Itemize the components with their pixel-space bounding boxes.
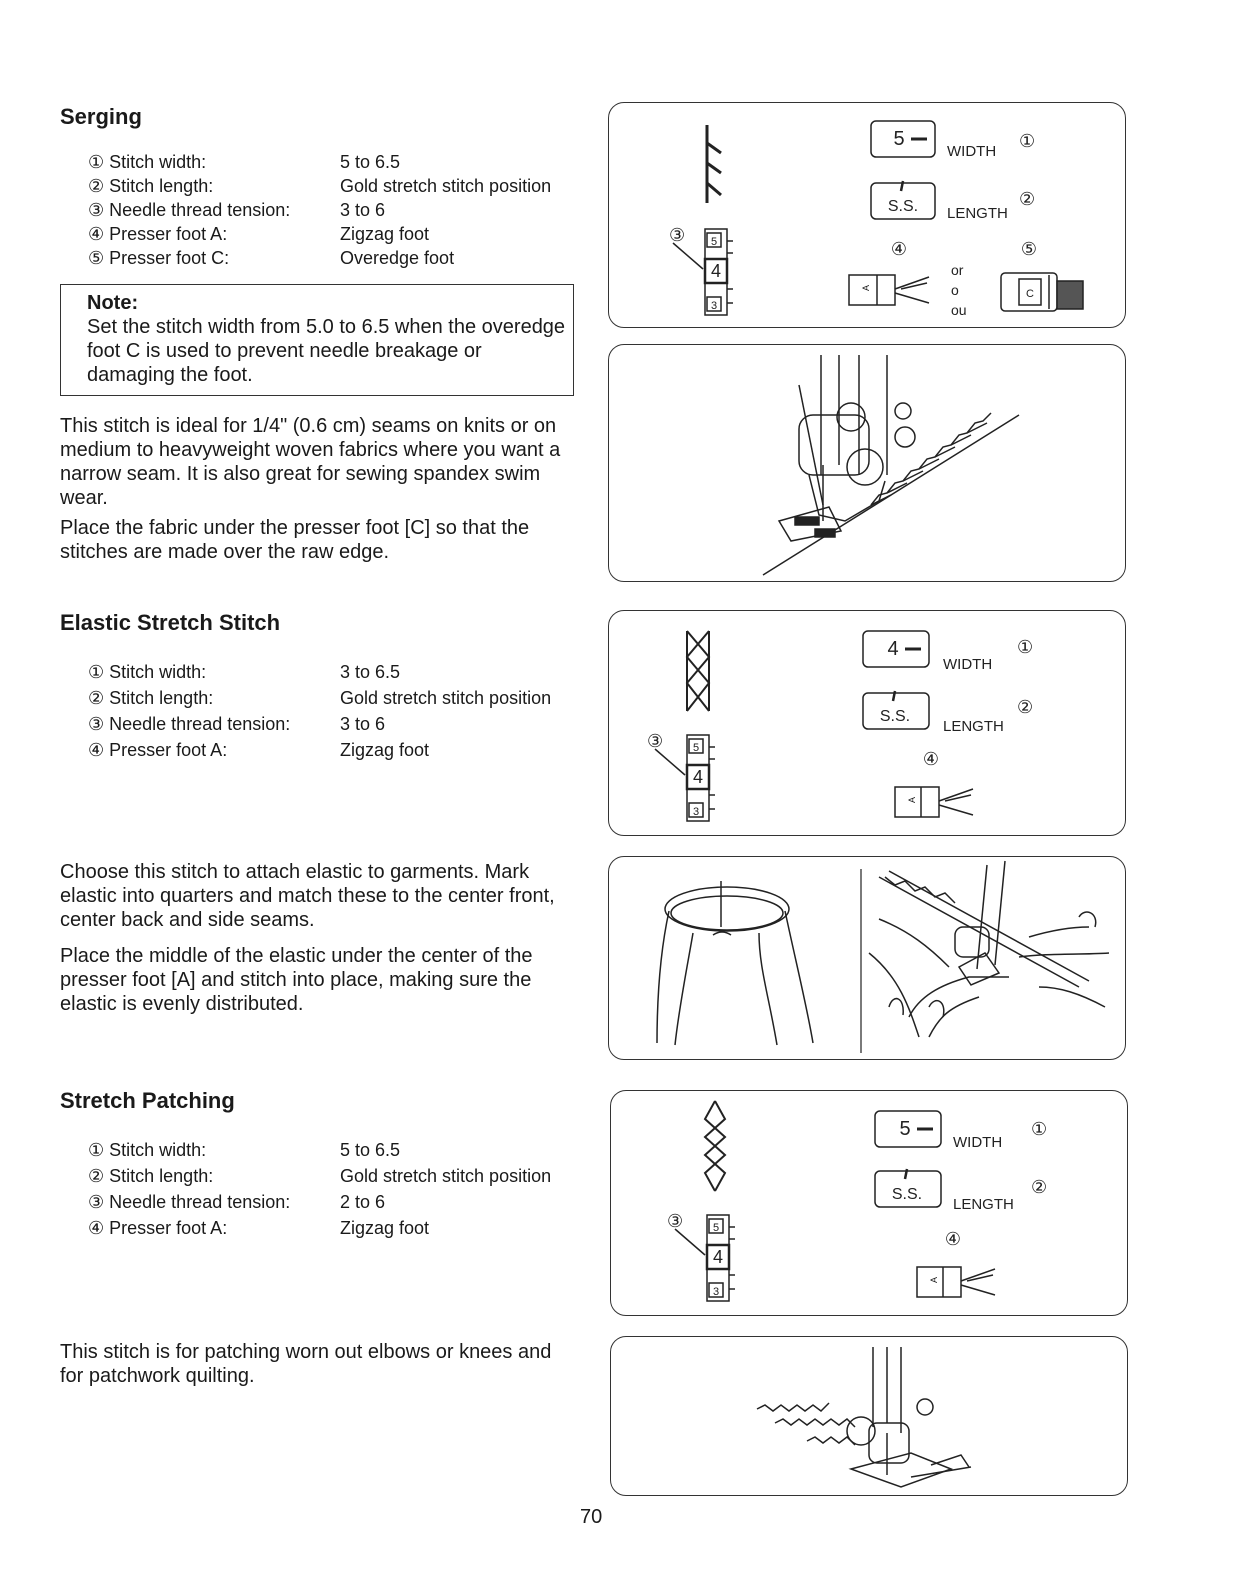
setting-value: Gold stretch stitch position: [340, 1166, 552, 1186]
patching-title: Stretch Patching: [60, 1088, 235, 1113]
setting-value: 2 to 6: [340, 1192, 386, 1212]
patching-illustration: [610, 1336, 1128, 1496]
width-value: 5: [899, 1118, 911, 1140]
setting-row: [88, 686, 551, 712]
hands-sewing-elastic-icon: [869, 861, 1109, 1037]
setting-row: [88, 246, 551, 270]
serging-paragraph-2: Place the fabric under the presser foot [C] so that the stitches are made over the raw edge.: [60, 517, 530, 563]
patching-settings: [88, 1138, 551, 1242]
elastic-stitch-pattern-icon: [687, 631, 709, 711]
setting-value: 3 to 6: [340, 200, 386, 220]
width-value: 5: [893, 128, 905, 150]
setting-value: Overedge foot: [340, 248, 455, 268]
tension-dial-icon: [655, 735, 715, 821]
serging-settings: [88, 150, 551, 270]
marker-3: ③: [669, 225, 686, 245]
width-label: WIDTH: [947, 143, 997, 160]
setting-value: 3 to 6.5: [340, 662, 401, 682]
presser-foot-c-icon: [1001, 273, 1083, 311]
elastic-illustration: [608, 856, 1126, 1060]
elastic-title: Elastic Stretch Stitch: [60, 610, 281, 635]
serging-stitch-pattern-icon: [707, 125, 721, 203]
setting-value: 5 to 6.5: [340, 152, 401, 172]
length-label: LENGTH: [953, 1196, 1014, 1213]
marker-1: ①: [1031, 1119, 1048, 1139]
serging-title: Serging: [60, 104, 142, 129]
length-value: S.S.: [887, 198, 919, 215]
marker-4: ④: [944, 1229, 962, 1249]
elastic-settings: [88, 660, 551, 764]
marker-2: ②: [1019, 189, 1036, 209]
setting-row: [88, 712, 551, 738]
sewing-machine-needle-icon: [799, 355, 915, 521]
foot-a-letter: A: [929, 1276, 939, 1283]
marker-3: ③: [667, 1211, 684, 1231]
sewing-machine-needle-icon: [847, 1347, 951, 1487]
marker-3: ③: [647, 731, 664, 751]
setting-value: Zigzag foot: [340, 224, 430, 244]
setting-value: 5 to 6.5: [340, 1140, 401, 1160]
elastic-settings-diagram: [608, 610, 1126, 836]
setting-value: Gold stretch stitch position: [340, 688, 552, 708]
setting-row: [88, 198, 551, 222]
patching-paragraph-1: This stitch is for patching worn out elbows or knees and for patchwork quilting.: [60, 1341, 552, 1387]
tension-number: 3: [712, 1286, 720, 1298]
length-value: S.S.: [879, 708, 911, 725]
width-label: WIDTH: [953, 1134, 1003, 1151]
elastic-paragraph-2: Place the middle of the elastic under the center of the presser foot [A] and stitch into place, making sure the elastic is evenly distributed.: [60, 945, 533, 1015]
setting-row: [88, 1190, 551, 1216]
setting-label: ④ Presser foot A:: [88, 740, 228, 760]
note-title: Note:: [87, 292, 139, 314]
length-value: S.S.: [891, 1186, 923, 1203]
tension-number: 5: [710, 236, 718, 248]
presser-foot-c-icon: [779, 507, 841, 541]
serging-settings-diagram: [608, 102, 1126, 328]
foot-a-letter: A: [861, 284, 871, 291]
or-word: ou: [951, 302, 967, 318]
marker-1: ①: [1017, 637, 1034, 657]
setting-label: ④ Presser foot A:: [88, 1218, 228, 1238]
setting-row: [88, 174, 551, 198]
setting-row: [88, 1164, 551, 1190]
setting-value: 3 to 6: [340, 714, 386, 734]
or-word: or: [951, 262, 964, 278]
setting-value: Zigzag foot: [340, 1218, 430, 1238]
setting-label: ① Stitch width:: [88, 152, 207, 172]
foot-a-letter: A: [907, 796, 917, 803]
tension-number: 5: [692, 742, 700, 754]
setting-label: ③ Needle thread tension:: [88, 200, 291, 220]
tension-number: 4: [692, 767, 704, 787]
setting-label: ③ Needle thread tension:: [88, 1192, 291, 1212]
marker-4: ④: [890, 239, 908, 259]
setting-row: [88, 222, 551, 246]
note-box: [60, 284, 574, 396]
tension-dial-icon: [675, 1215, 735, 1301]
or-word: o: [951, 282, 959, 298]
setting-label: ④ Presser foot A:: [88, 224, 228, 244]
foot-c-letter: C: [1026, 288, 1034, 300]
fabric-edge-icon: [763, 413, 1019, 575]
tension-number: 3: [692, 806, 700, 818]
setting-row: [88, 660, 551, 686]
note-text: Set the stitch width from 5.0 to 6.5 when the overedge foot C is used to prevent needle breakage or damaging the foot.: [87, 316, 566, 386]
width-label: WIDTH: [943, 656, 993, 673]
setting-value: Zigzag foot: [340, 740, 430, 760]
page-number: 70: [580, 1506, 603, 1528]
tension-number: 3: [710, 300, 718, 312]
serging-illustration: [608, 344, 1126, 582]
setting-label: ② Stitch length:: [88, 688, 214, 708]
tension-number: 5: [712, 1222, 720, 1234]
patching-settings-diagram: [610, 1090, 1128, 1316]
tension-number: 4: [710, 261, 722, 281]
setting-row: [88, 1216, 551, 1242]
marker-2: ②: [1017, 697, 1034, 717]
tension-number: 4: [712, 1247, 724, 1267]
setting-label: ② Stitch length:: [88, 1166, 214, 1186]
setting-label: ① Stitch width:: [88, 662, 207, 682]
setting-row: [88, 738, 551, 764]
marker-2: ②: [1031, 1177, 1048, 1197]
marker-1: ①: [1019, 131, 1036, 151]
patching-stitch-pattern-icon: [705, 1101, 725, 1191]
width-value: 4: [887, 638, 899, 660]
setting-label: ② Stitch length:: [88, 176, 214, 196]
length-label: LENGTH: [947, 205, 1008, 222]
marker-5: ⑤: [1020, 239, 1038, 259]
serging-paragraph-1: This stitch is ideal for 1/4" (0.6 cm) seams on knits or on medium to heavyweight woven fabrics where you want a narrow seam. It is also great for sewing spandex swim wear.: [60, 415, 561, 509]
garment-waistband-icon: [657, 881, 813, 1045]
length-label: LENGTH: [943, 718, 1004, 735]
setting-label: ③ Needle thread tension:: [88, 714, 291, 734]
setting-label: ① Stitch width:: [88, 1140, 207, 1160]
setting-value: Gold stretch stitch position: [340, 176, 552, 196]
marker-4: ④: [922, 749, 940, 769]
elastic-paragraph-1: Choose this stitch to attach elastic to garments. Mark elastic into quarters and match these to the center front, center back and side seams.: [60, 861, 555, 931]
setting-label: ⑤ Presser foot C:: [88, 248, 230, 268]
setting-row: [88, 1138, 551, 1164]
setting-row: [88, 150, 551, 174]
